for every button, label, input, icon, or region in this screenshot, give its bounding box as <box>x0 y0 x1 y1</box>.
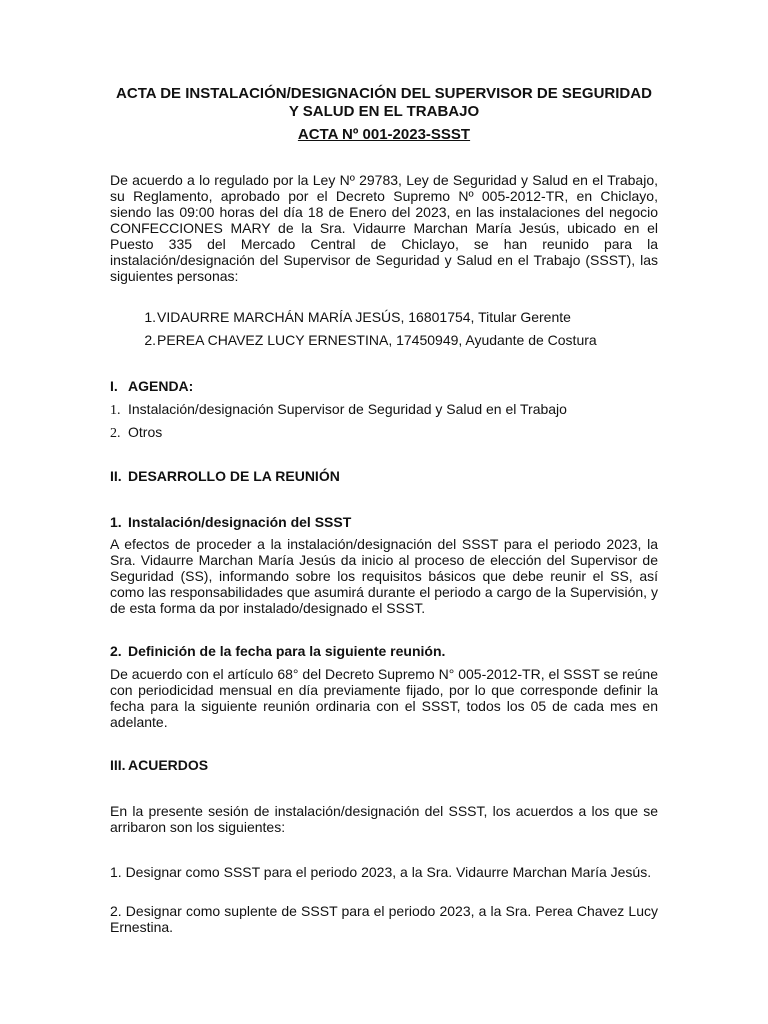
acuerdo-item: 2. Designar como suplente de SSST para el periodo 2023, a la Sra. Perea Chavez Lucy Ernestina. <box>110 903 658 935</box>
subsection-number: 1. <box>110 514 122 530</box>
acuerdo-item: 1. Designar como SSST para el periodo 2023, a la Sra. Vidaurre Marchan María Jesús. <box>110 864 652 880</box>
attendee-item <box>110 309 658 325</box>
section-number: II. <box>110 468 122 484</box>
subsection-number: 2. <box>110 643 122 659</box>
agenda-item-text: Otros <box>128 424 163 440</box>
subsection-heading <box>110 643 658 659</box>
section-title: AGENDA: <box>128 378 194 394</box>
section-title: DESARROLLO DE LA REUNIÓN <box>128 468 340 484</box>
acuerdos-intro: En la presente sesión de instalación/designación del SSST, los acuerdos a los que se arribaron son los siguientes: <box>110 803 658 835</box>
section-number: I. <box>110 378 118 394</box>
attendee-text: VIDAURRE MARCHÁN MARÍA JESÚS, 16801754, Titular Gerente <box>157 309 571 325</box>
agenda-item <box>110 401 658 419</box>
agenda-item <box>110 424 658 442</box>
attendee-item <box>110 332 658 348</box>
section-title: ACUERDOS <box>128 757 209 773</box>
agenda-item-text: Instalación/designación Supervisor de Seguridad y Salud en el Trabajo <box>128 401 567 417</box>
subsection-heading <box>110 514 658 530</box>
subsection-title: Instalación/designación del SSST <box>128 514 352 530</box>
agenda-heading <box>110 378 658 394</box>
subsection-paragraph: De acuerdo con el artículo 68° del Decreto Supremo N° 005-2012-TR, el SSST se reúne con periodicidad mensual en día previamente fijado, por lo que corresponde definir la fecha para la siguiente reunión ordinaria con el SSST, todos los 05 de cada mes en adelante. <box>110 666 658 730</box>
subsection-paragraph: A efectos de proceder a la instalación/designación del SSST para el periodo 2023, la Sra. Vidaurre Marchan María Jesús da inicio al proceso de elección del Supervisor de Seguridad (SS), informando sobre los requisitos básicos que debe reunir el SS, así como las responsabilidades que asumirá durante el periodo a cargo de la Supervisión, y de esta forma da por instalado/designado el SSST. <box>110 536 658 616</box>
acuerdos-heading <box>110 757 658 773</box>
section-number: III. <box>110 757 126 773</box>
attendee-number: 1. <box>144 309 156 325</box>
attendee-text: PEREA CHAVEZ LUCY ERNESTINA, 17450949, Ayudante de Costura <box>157 332 597 348</box>
document-title: ACTA DE INSTALACIÓN/DESIGNACIÓN DEL SUPERVISOR DE SEGURIDAD Y SALUD EN EL TRABAJO <box>116 85 652 120</box>
desarrollo-heading <box>110 468 658 484</box>
subsection-title: Definición de la fecha para la siguiente reunión. <box>128 643 446 659</box>
attendee-number: 2. <box>144 332 156 348</box>
intro-paragraph: De acuerdo a lo regulado por la Ley Nº 29783, Ley de Seguridad y Salud en el Trabajo, su Reglamento, aprobado por el Decreto Supremo Nº 005-2012-TR, en Chiclayo, siendo las 09:00 horas del día 18 de Enero del 2023, en las instalaciones del negocio CONFECCIONES MARY de la Sra. Vidaurre Marchan María Jesús, ubicado en el Puesto 335 del Mercado Central de Chiclayo, se han reunido para la instalación/designación del Supervisor de Seguridad y Salud en el Trabajo (SSST), las siguientes personas: <box>110 172 658 284</box>
agenda-item-number: 1. <box>110 403 121 418</box>
acta-number: ACTA Nº 001-2023-SSST <box>297 126 471 143</box>
agenda-item-number: 2. <box>110 426 121 441</box>
